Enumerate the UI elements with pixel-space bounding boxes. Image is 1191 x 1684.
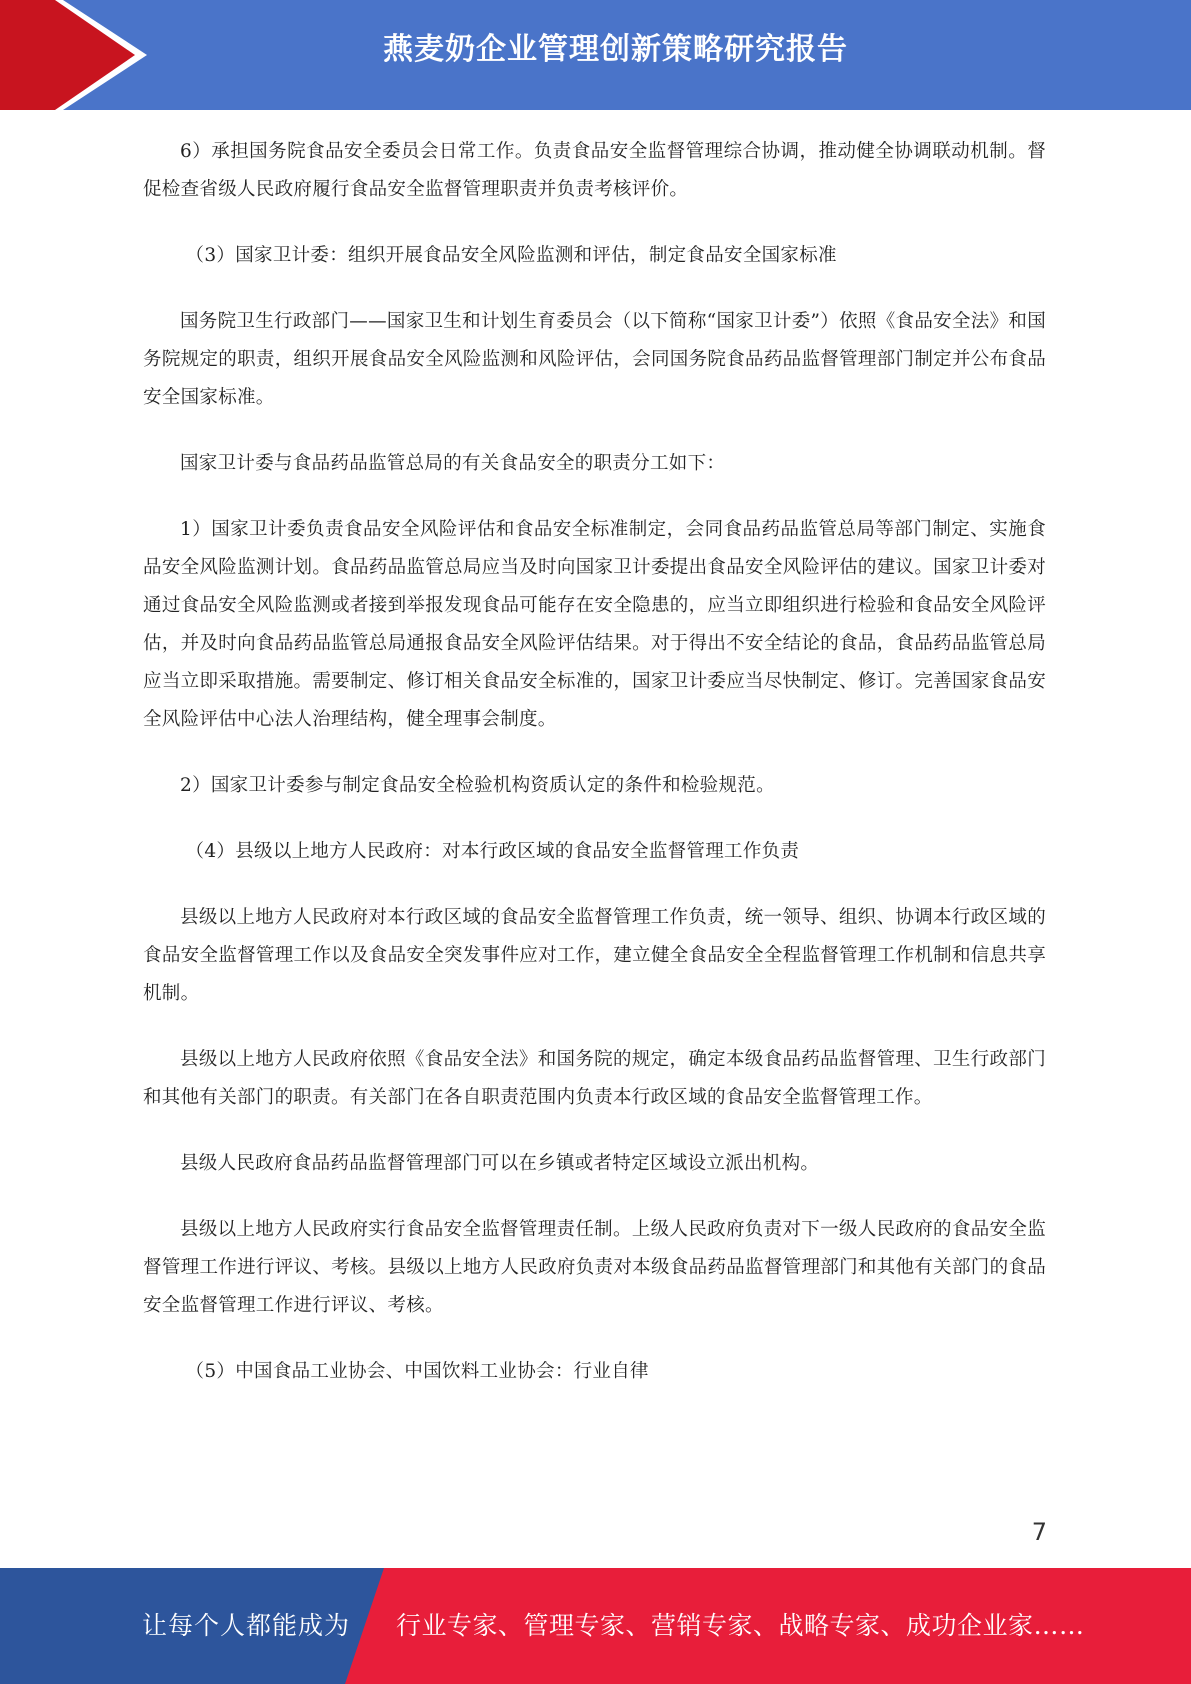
paragraph-local-government-duties: 县级以上地方人民政府依照《食品安全法》和国务院的规定，确定本级食品药品监督管理、卫生行政部门和其他有关部门的职责。有关部门在各自职责范围内负责本行政区域的食品安全监督管理工作。 bbox=[143, 1049, 1046, 1108]
paragraph-responsibility-system: 县级以上地方人民政府实行食品安全监督管理责任制。上级人民政府负责对下一级人民政府的食品安全监督管理工作进行评议、考核。县级以上地方人民政府负责对本级食品药品监督管理部门和其他有关部门的食品安全监督管理工作进行评议、考核。 bbox=[143, 1219, 1046, 1316]
section-heading-5: （5）中国食品工业协会、中国饮料工业协会：行业自律 bbox=[185, 1361, 649, 1382]
paragraph-local-government-responsibility: 县级以上地方人民政府对本行政区域的食品安全监督管理工作负责，统一领导、组织、协调本行政区域的食品安全监督管理工作以及食品安全突发事件应对工作，建立健全食品安全全程监督管理工作机制和信息共享机制。 bbox=[143, 907, 1046, 1004]
paragraph-duty-6: 6）承担国务院食品安全委员会日常工作。负责食品安全监督管理综合协调，推动健全协调联动机制。督促检查省级人民政府履行食品安全监督管理职责并负责考核评价。 bbox=[143, 141, 1046, 200]
footer-slogan-left: 让每个人都能成为 bbox=[142, 1611, 351, 1640]
header-banner bbox=[0, 0, 1191, 110]
paragraph-division-item-2: 2）国家卫计委参与制定食品安全检验机构资质认定的条件和检验规范。 bbox=[180, 775, 775, 796]
paragraph-duty-division-intro: 国家卫计委与食品药品监管总局的有关食品安全的职责分工如下： bbox=[180, 453, 726, 474]
paragraph-division-item-1: 1）国家卫计委负责食品安全风险评估和食品安全标准制定，会同食品药品监管总局等部门制定、实施食品安全风险监测计划。食品药品监管总局应当及时向国家卫计委提出食品安全风险评估的建议。国家卫计委对通过食品安全风险监测或者接到举报发现食品可能存在安全隐患的，应当立即组织进行检验和食品安全风险评估，并及时向食品药品监管总局通报食品安全风险评估结果。对于得出不安全结论的食品，食品药品监管总局应当立即采取措施。需要制定、修订相关食品安全标准的，国家卫计委应当尽快制定、修订。完善国家食品安全风险评估中心法人治理结构，健全理事会制度。 bbox=[143, 519, 1046, 730]
section-heading-3: （3）国家卫计委：组织开展食品安全风险监测和评估，制定食品安全国家标准 bbox=[185, 245, 837, 266]
section-heading-4: （4）县级以上地方人民政府：对本行政区域的食品安全监督管理工作负责 bbox=[185, 841, 800, 862]
page-number: 7 bbox=[1031, 1518, 1047, 1546]
report-title: 燕麦奶企业管理创新策略研究报告 bbox=[383, 32, 848, 67]
footer-banner bbox=[0, 1568, 1191, 1684]
document-body bbox=[143, 133, 1046, 1391]
paragraph-county-agencies: 县级人民政府食品药品监督管理部门可以在乡镇或者特定区域设立派出机构。 bbox=[180, 1153, 820, 1174]
footer-slogan-right: 行业专家、管理专家、营销专家、战略专家、成功企业家…… bbox=[396, 1611, 1085, 1640]
paragraph-health-commission-intro: 国务院卫生行政部门——国家卫生和计划生育委员会（以下简称“国家卫计委”）依照《食品安全法》和国务院规定的职责，组织开展食品安全风险监测和风险评估，会同国务院食品药品监督管理部门制定并公布食品安全国家标准。 bbox=[143, 311, 1046, 408]
